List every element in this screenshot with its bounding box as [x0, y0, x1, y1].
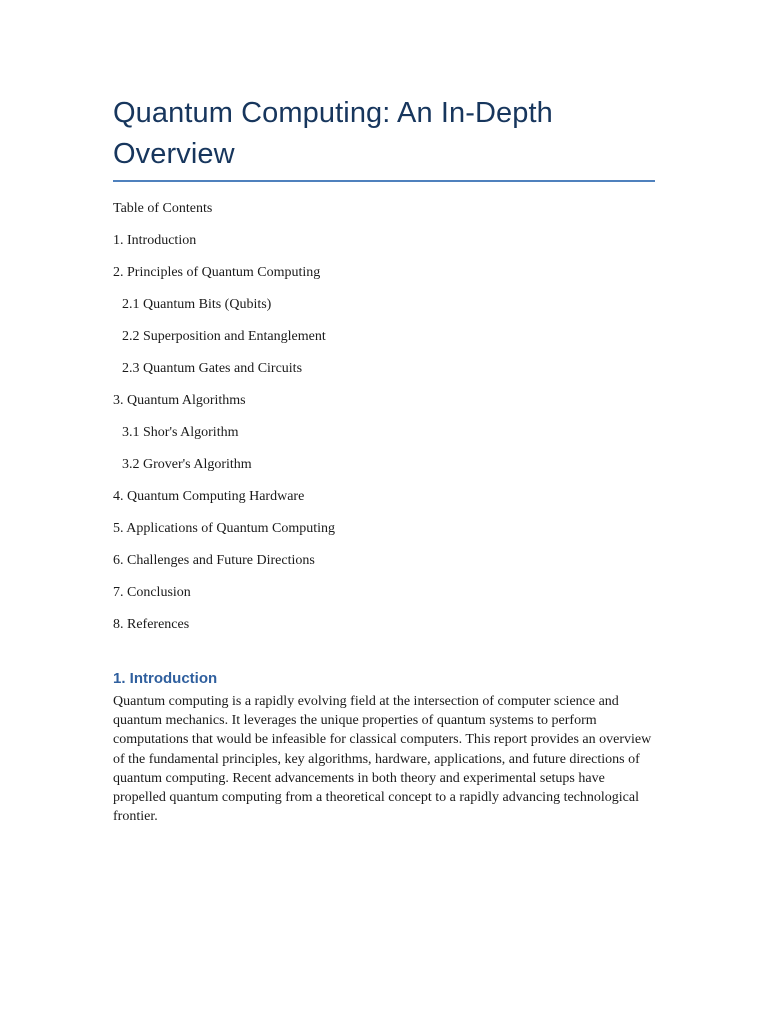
document-title: Quantum Computing: An In-Depth Overview — [113, 97, 553, 170]
toc-line: 3. Quantum Algorithms — [113, 393, 246, 408]
toc-line: 2. Principles of Quantum Computing — [113, 265, 321, 280]
title-underline-divider — [113, 180, 655, 182]
toc-line: 8. References — [113, 617, 190, 632]
introduction-paragraph: Quantum computing is a rapidly evolving field at the intersection of computer science and quantum mechanics. It leverages the unique properties of quantum systems to perform computations that would be infeasible for classical computers. This report provides an overview of the fundamental principles, key algorithms, hardware, applications, and future directions of quantum computing. Recent advancements in both theory and experimental setups have propelled quantum computing from a theoretical concept to a rapidly advancing technological frontier. — [113, 694, 652, 825]
introduction-heading: 1. Introduction — [113, 670, 218, 687]
table-of-contents — [113, 199, 655, 647]
toc-line: Table of Contents — [113, 201, 213, 216]
toc-line: 2.1 Quantum Bits (Qubits) — [122, 297, 272, 312]
toc-line: 5. Applications of Quantum Computing — [113, 521, 336, 536]
toc-line: 4. Quantum Computing Hardware — [113, 489, 305, 504]
toc-line: 2.3 Quantum Gates and Circuits — [122, 361, 303, 376]
toc-line: 3.1 Shor's Algorithm — [122, 425, 239, 440]
toc-line: 7. Conclusion — [113, 585, 191, 600]
toc-line: 3.2 Grover's Algorithm — [122, 457, 252, 472]
toc-line: 2.2 Superposition and Entanglement — [122, 329, 326, 344]
toc-line: 6. Challenges and Future Directions — [113, 553, 315, 568]
toc-line: 1. Introduction — [113, 233, 197, 248]
